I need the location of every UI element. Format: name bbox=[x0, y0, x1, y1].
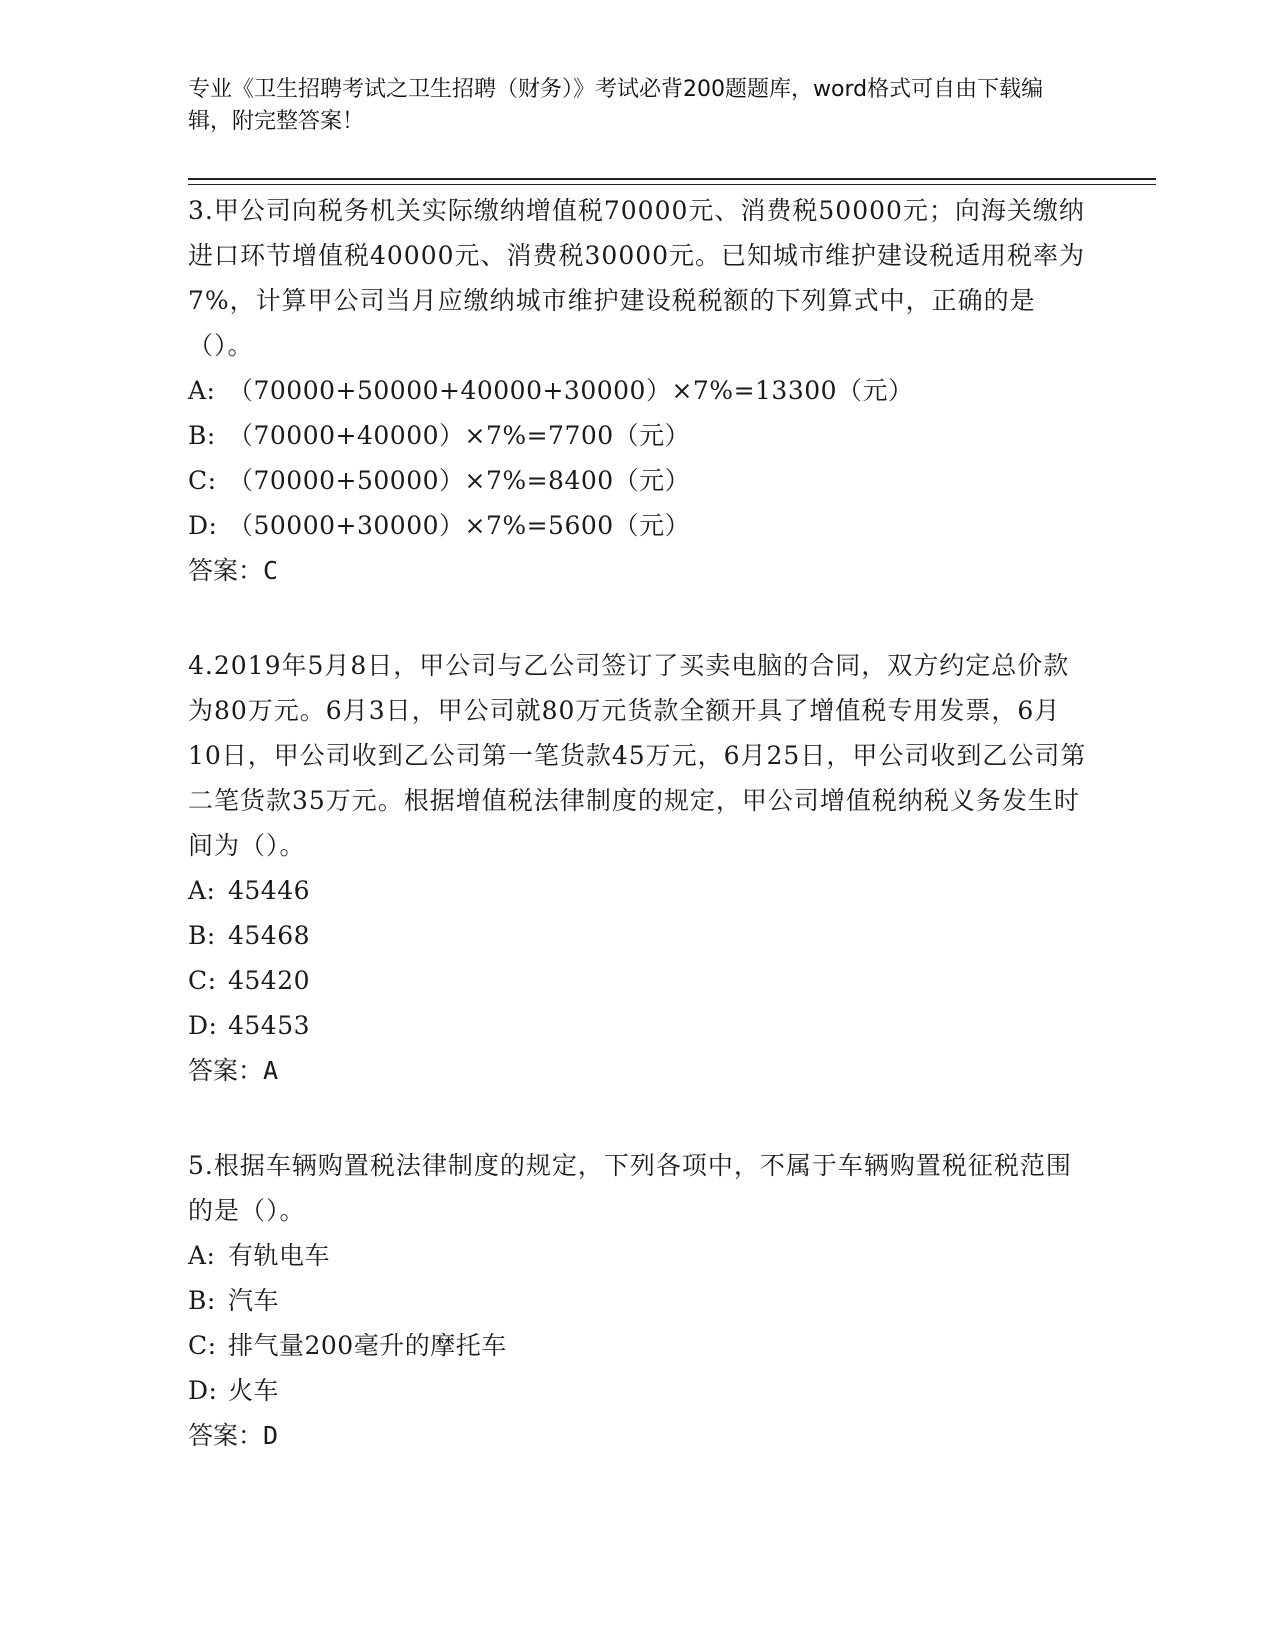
answer-label: 答案： bbox=[188, 556, 264, 585]
option-text: 45446 bbox=[228, 876, 311, 905]
option-key: C: bbox=[188, 1331, 217, 1360]
option-text: （70000+50000）×7%=8400（元） bbox=[228, 466, 691, 495]
question-stem: 5.根据车辆购置税法律制度的规定，下列各项中，不属于车辆购置税征税范围的是（）。 bbox=[188, 1151, 1072, 1225]
option-b bbox=[188, 913, 1088, 958]
answer-label: 答案： bbox=[188, 1421, 264, 1450]
option-a bbox=[188, 368, 1088, 413]
option-key: C: bbox=[188, 466, 217, 495]
option-text: 汽车 bbox=[228, 1286, 280, 1315]
answer-value: D bbox=[263, 1421, 279, 1450]
option-key: B: bbox=[188, 1286, 216, 1315]
option-a bbox=[188, 868, 1088, 913]
option-text: 排气量200毫升的摩托车 bbox=[228, 1331, 507, 1360]
question-block bbox=[188, 1143, 1088, 1459]
option-a bbox=[188, 1233, 1088, 1278]
answer-line bbox=[188, 548, 1088, 594]
question-stem: 4.2019年5月8日，甲公司与乙公司签订了买卖电脑的合同，双方约定总价款为80万元。6月3日，甲公司就80万元货款全额开具了增值税专用发票，6月10日，甲公司收到乙公司第一笔货款45万元，6月25日，甲公司收到乙公司第二笔货款35万元。根据增值税法律制度的规定，甲公司增值税纳税义务发生时间为（）。 bbox=[188, 651, 1087, 860]
option-key: D: bbox=[188, 1376, 218, 1405]
option-d bbox=[188, 503, 1088, 548]
option-text: 45420 bbox=[228, 966, 311, 995]
option-d bbox=[188, 1368, 1088, 1413]
option-key: C: bbox=[188, 966, 217, 995]
option-text: （70000+50000+40000+30000）×7%=13300（元） bbox=[228, 376, 914, 405]
option-key: D: bbox=[188, 511, 218, 540]
option-key: A: bbox=[188, 876, 216, 905]
option-key: D: bbox=[188, 1011, 218, 1040]
question-block bbox=[188, 188, 1088, 594]
option-key: A: bbox=[188, 1241, 216, 1270]
option-b bbox=[188, 413, 1088, 458]
document-header: 专业《卫生招聘考试之卫生招聘（财务）》考试必背200题题库，word格式可自由下载编辑，附完整答案！ bbox=[188, 77, 1044, 134]
option-c bbox=[188, 958, 1088, 1003]
question-block bbox=[188, 643, 1088, 1094]
answer-line bbox=[188, 1048, 1088, 1094]
answer-line bbox=[188, 1413, 1088, 1459]
option-c bbox=[188, 458, 1088, 503]
option-text: 有轨电车 bbox=[228, 1241, 331, 1270]
header-rule-thick bbox=[188, 178, 1156, 180]
option-key: B: bbox=[188, 421, 216, 450]
option-text: （70000+40000）×7%=7700（元） bbox=[228, 421, 691, 450]
option-text: 45468 bbox=[228, 921, 311, 950]
question-stem: 3.甲公司向税务机关实际缴纳增值税70000元、消费税50000元；向海关缴纳进口环节增值税40000元、消费税30000元。已知城市维护建设税适用税率为7%，计算甲公司当月应缴纳城市维护建设税税额的下列算式中，正确的是（）。 bbox=[188, 196, 1086, 360]
option-c bbox=[188, 1323, 1088, 1368]
header-rule-thin bbox=[188, 184, 1156, 185]
option-d bbox=[188, 1003, 1088, 1048]
answer-label: 答案： bbox=[188, 1056, 264, 1085]
option-text: （50000+30000）×7%=5600（元） bbox=[228, 511, 691, 540]
answer-value: A bbox=[263, 1056, 279, 1085]
option-b bbox=[188, 1278, 1088, 1323]
option-key: A: bbox=[188, 376, 216, 405]
option-key: B: bbox=[188, 921, 216, 950]
answer-value: C bbox=[263, 556, 279, 585]
option-text: 45453 bbox=[228, 1011, 311, 1040]
option-text: 火车 bbox=[228, 1376, 280, 1405]
